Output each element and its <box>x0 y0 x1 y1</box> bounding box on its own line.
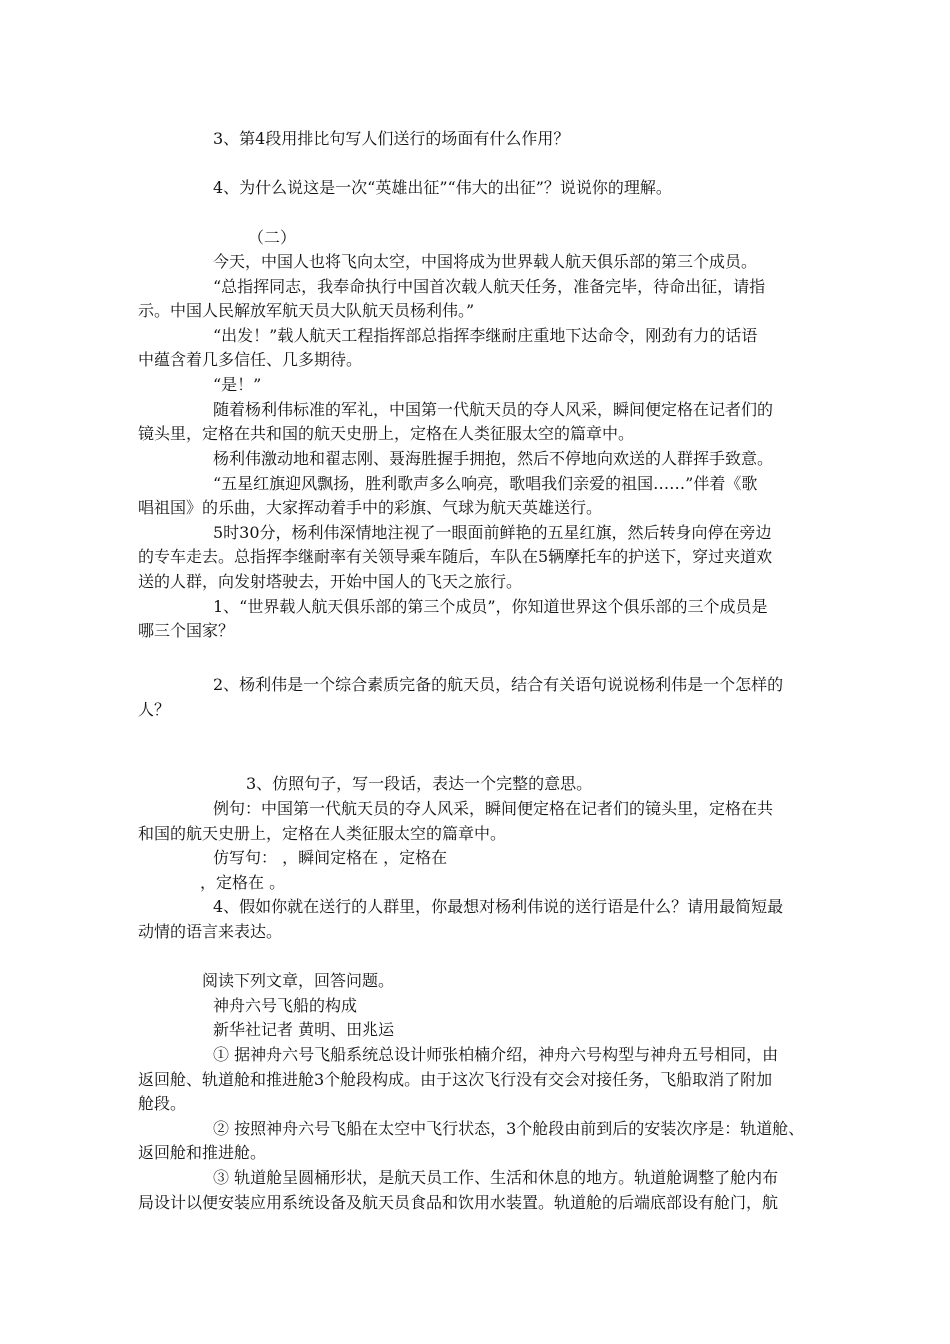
question-line: 1、“世界载人航天俱乐部的第三个成员”，你知道世界这个俱乐部的三个成员是 <box>213 597 768 616</box>
fill-blank-line: ，定格在 。 <box>200 873 286 892</box>
passage-line: 中蕴含着几多信任、几多期待。 <box>138 350 363 369</box>
passage-line: 镜头里，定格在共和国的航天史册上，定格在人类征服太空的篇章中。 <box>138 424 635 443</box>
passage-line: 5时30分，杨利伟深情地注视了一眼面前鲜艳的五星红旗，然后转身向停在旁边 <box>213 523 772 542</box>
article-line: 返回舱、轨道舱和推进舱3个舱段构成。由于这次飞行没有交会对接任务，飞船取消了附加 <box>138 1070 773 1089</box>
article-line: 舱段。 <box>138 1094 187 1113</box>
instruction-line: 阅读下列文章，回答问题。 <box>202 971 395 990</box>
question-line: 4、假如你就在送行的人群里，你最想对杨利伟说的送行语是什么？请用最简短最 <box>213 897 784 916</box>
passage-line: 的专车走去。总指挥李继耐率有关领导乘车随后，车队在5辆摩托车的护送下，穿过夹道欢 <box>138 547 773 566</box>
section-heading: （二） <box>248 228 297 247</box>
article-line: ② 按照神舟六号飞船在太空中飞行状态，3个舱段由前到后的安装次序是：轨道舱、 <box>213 1119 805 1138</box>
passage-line: 唱祖国》的乐曲，大家挥动着手中的彩旗、气球为航天英雄送行。 <box>138 498 603 517</box>
passage-line: 今天，中国人也将飞向太空，中国将成为世界载人航天俱乐部的第三个成员。 <box>213 252 758 271</box>
article-line: ① 据神舟六号飞船系统总设计师张柏楠介绍，神舟六号构型与神舟五号相同，由 <box>213 1045 779 1064</box>
question-line: 动情的语言来表达。 <box>138 922 283 941</box>
fill-blank-line: 仿写句： ，瞬间定格在 ，定格在 <box>213 848 448 867</box>
passage-line: “总指挥同志，我奉命执行中国首次载人航天任务，准备完毕，待命出征，请指 <box>213 277 766 296</box>
example-line: 和国的航天史册上，定格在人类征服太空的篇章中。 <box>138 824 507 843</box>
passage-line: 示。中国人民解放军航天员大队航天员杨利伟。” <box>138 301 475 320</box>
passage-line: “是！” <box>213 375 262 394</box>
passage-line: “出发！”载人航天工程指挥部总指挥李继耐庄重地下达命令，刚劲有力的话语 <box>213 326 758 345</box>
question-4-line: 4、为什么说这是一次“英雄出征”“伟大的出征”？说说你的理解。 <box>213 178 672 197</box>
question-line: 人？ <box>138 700 171 719</box>
article-line: 返回舱和推进舱。 <box>138 1143 267 1162</box>
article-line: ③ 轨道舱呈圆桶形状，是航天员工作、生活和休息的地方。轨道舱调整了舱内布 <box>213 1168 779 1187</box>
passage-line: 随着杨利伟标准的军礼，中国第一代航天员的夺人风采，瞬间便定格在记者们的 <box>213 400 774 419</box>
passage-line: 杨利伟激动地和翟志刚、聂海胜握手拥抱，然后不停地向欢送的人群挥手致意。 <box>213 449 774 468</box>
article-title: 神舟六号飞船的构成 <box>213 996 358 1015</box>
question-line: 3、仿照句子，写一段话，表达一个完整的意思。 <box>246 774 593 793</box>
question-line: 2、杨利伟是一个综合素质完备的航天员，结合有关语句说说杨利伟是一个怎样的 <box>213 675 784 694</box>
passage-line: 送的人群，向发射塔驶去，开始中国人的飞天之旅行。 <box>138 572 523 591</box>
article-byline: 新华社记者 黄明、田兆运 <box>213 1020 395 1039</box>
example-line: 例句：中国第一代航天员的夺人风采，瞬间便定格在记者们的镜头里，定格在共 <box>213 799 774 818</box>
article-line: 局设计以便安装应用系统设备及航天员食品和饮用水装置。轨道舱的后端底部设有舱门，航 <box>138 1193 779 1212</box>
question-3-line: 3、第4段用排比句写人们送行的场面有什么作用？ <box>213 129 570 148</box>
passage-line: “五星红旗迎风飘扬，胜利歌声多么响亮，歌唱我们亲爱的祖国……”伴着《歌 <box>213 474 758 493</box>
question-line: 哪三个国家？ <box>138 621 235 640</box>
